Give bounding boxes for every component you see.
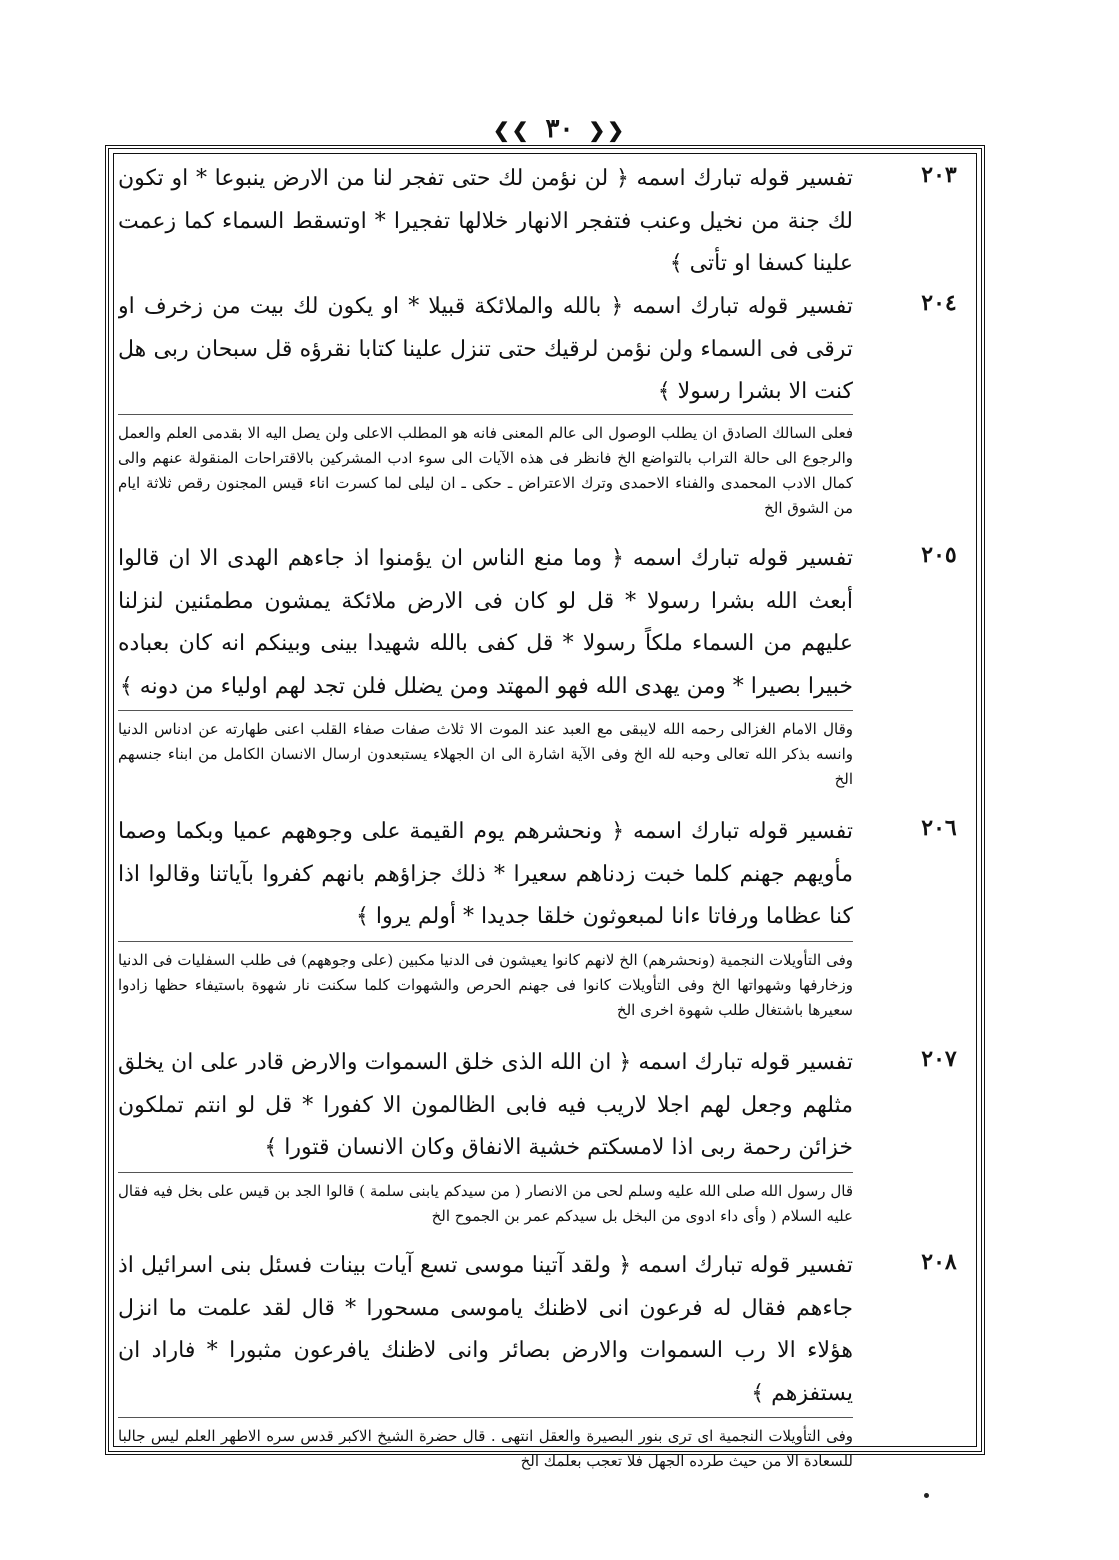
page-number: ٣٠	[545, 114, 574, 144]
entry-text: تفسير قوله تبارك اسمه ﴿ ونحشرهم يوم القيمة على وجوههم عميا وبكما وصما مأويهم جهنم كلما خبت زدناهم سعيرا * ذلك جزاؤهم بانهم كفروا بآياتنا وقالوا اذا كنا عظاما ورفاتا ءانا لمبعوثون خلقا جديدا * أولم يروا ﴾	[118, 819, 853, 929]
entry-number: ٢٠٨	[921, 1249, 957, 1275]
entry-206	[118, 811, 957, 1042]
entry-number: ٢٠٤	[921, 290, 957, 316]
entry-text: تفسير قوله تبارك اسمه ﴿ ان الله الذى خلق السموات والارض قادر على ان يخلق مثلهم وجعل لهم اجلا لاريب فيه فابى الظالمون الا كفورا * قل لو انتم تملكون خزائن رحمة ربى اذا لامسكتم خشية الانفاق وكان الانسان قتورا ﴾	[118, 1050, 853, 1160]
entry-204	[118, 286, 957, 538]
entry-text: تفسير قوله تبارك اسمه ﴿ ولقد آتينا موسى تسع آيات بينات فسئل بنى اسرائيل اذ جاءهم فقال له فرعون انى لاظنك ياموسى مسحورا * قال لقد علمت ما انزل هؤلاء الا رب السموات والارض بصائر وانى لاظنك يافرعون مثبورا * فاراد ان يستفزهم ﴾	[118, 1253, 853, 1406]
entry-text: تفسير قوله تبارك اسمه ﴿ وما منع الناس ان يؤمنوا اذ جاءهم الهدى الا ان قالوا أبعث الله بشرا رسولا * قل لو كان فى الارض ملائكة يمشون مطمئنين لنزلنا عليهم من السماء ملكاً رسولا * قل كفى بالله شهيدا بينى وبينكم انه كان بعباده خبيرا بصيرا * ومن يهدى الله فهو المهتد ومن يضلل فلن تجد لهم اولياء من دونه ﴾	[118, 546, 853, 699]
page-content	[118, 158, 957, 1490]
entry-203	[118, 158, 957, 286]
entry-number: ٢٠٦	[921, 815, 957, 841]
page-header	[0, 114, 1119, 144]
entry-number: ٢٠٧	[921, 1046, 957, 1072]
entry-note: وفى التأويلات النجمية (ونحشرهم) الخ لانهم كانوا يعيشون فى الدنيا مكبين (على وجوههم) فى طلب السفليات فى الدنيا وزخارفها وشهواتها الخ وفى التأويلات كانوا فى جهنم الحرص والشهوات كلما سكنت نار شهوة باستيفاء حظها زادوا سعيرها باشتغال طلب شهوة اخرى الخ	[118, 951, 853, 1019]
entry-number: ٢٠٥	[921, 542, 957, 568]
entry-note: وفى التأويلات النجمية اى ترى بنور البصيرة والعقل انتهى . قال حضرة الشيخ الاكبر قدس سره الاطهر العلم ليس جالبا للسعادة الا من حيث طرده الجهل فلا تعجب بعلمك الخ	[118, 1427, 853, 1470]
entry-205	[118, 538, 957, 811]
entry-text: تفسير قوله تبارك اسمه ﴿ بالله والملائكة قبيلا * او يكون لك بيت من زخرف او ترقى فى السماء ولن نؤمن لرقيك حتى تنزل علينا كتابا نقرؤه قل سبحان ربى هل كنت الا بشرا رسولا ﴾	[118, 294, 853, 404]
entry-208	[118, 1245, 957, 1490]
entry-text: تفسير قوله تبارك اسمه ﴿ لن نؤمن لك حتى تفجر لنا من الارض ينبوعا * او تكون لك جنة من نخيل وعنب فتفجر الانهار خلالها تفجيرا * اوتسقط السماء كما زعمت علينا كسفا او تأتى ﴾	[118, 166, 853, 276]
ornament-right: ❯❯	[588, 118, 627, 142]
entry-note: قال رسول الله صلى الله عليه وسلم لحى من الانصار ( من سيدكم يابنى سلمة ) قالوا الجد بن قيس على بخل فيه فقال عليه السلام ( وأى داء ادوى من البخل بل سيدكم عمر بن الجموح الخ	[118, 1182, 853, 1225]
ornament-left: ❮❮	[492, 118, 531, 142]
entry-note: فعلى السالك الصادق ان يطلب الوصول الى عالم المعنى فانه هو المطلب الاعلى ولن يصل اليه الا بقدمى العلم والعمل والرجوع الى حالة التراب بالتواضع الخ فانظر فى هذه الآيات الى سوء ادب المشركين بالاقتراحات المنقولة عنهم والى كمال الادب المحمدى والفناء الاحمدى وترك الاعتراض ـ حكى ـ ان ليلى لما كسرت اناء قيس المجنون رقص ثلاثة ايام من الشوق الخ	[118, 424, 853, 517]
entry-note: وقال الامام الغزالى رحمه الله لايبقى مع العبد عند الموت الا ثلاث صفات صفاء القلب اعنى طهارته عن ادناس الدنيا وانسه بذكر الله تعالى وحبه لله الخ وفى الآية اشارة الى ان الجهلاء يستبعدون ارسال الانسان الكامل من ابناء جنسهم الخ	[118, 720, 853, 788]
entry-207	[118, 1042, 957, 1245]
entry-number: ٢٠٣	[921, 162, 957, 188]
ink-dot	[924, 1493, 929, 1498]
